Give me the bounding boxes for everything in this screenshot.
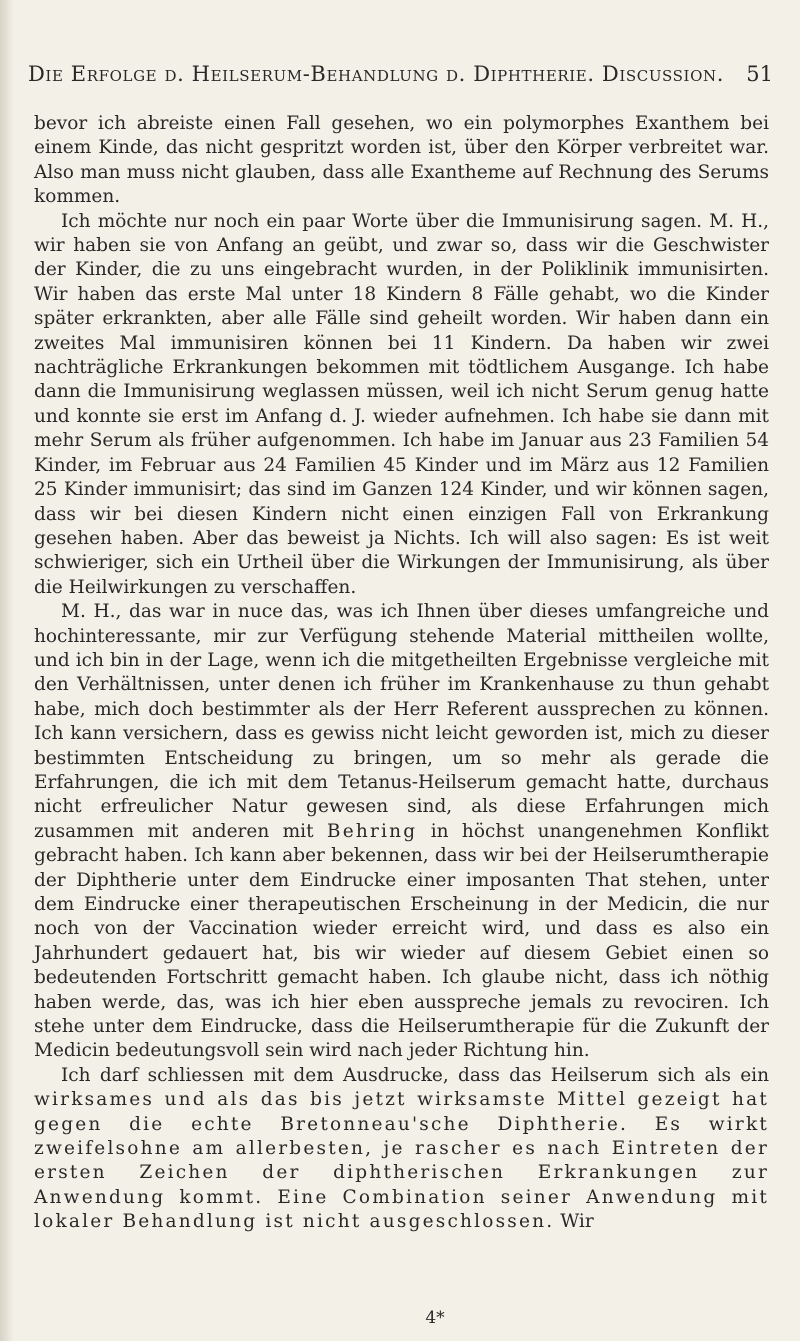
paragraph-4-emphasis: wirksames und als das bis jetzt wirksamste Mittel gezeigt hat gegen die echte Bretonneau'sche Diphtherie. Es wirkt zweifelsohne am allerbesten, je rascher es nach Eintreten der ersten Zeichen der diphtherischen Erkrankungen zur Anwendung kommt. Eine Combination seiner Anwendung mit lokaler Behandlung ist nicht ausgeschlossen. bbox=[34, 1089, 769, 1233]
body-text bbox=[34, 112, 769, 1302]
page-number: 51 bbox=[746, 62, 773, 86]
author-name-behring: Behring bbox=[326, 820, 418, 842]
paragraph-3-text-start: M. H., das war in nuce das, was ich Ihnen über dieses umfangreiche und hochinteressante, mir zur Verfügung stehende Material mittheilen wollte, und ich bin in der Lage, wenn ich die mitgetheilten Ergebnisse vergleiche mit den Verhältnissen, unter denen ich früher im Krankenhause zu thun gehabt habe, mich doch bestimmter als der Herr Referent aussprechen zu können. Ich kann versichern, dass es gewiss nicht leicht geworden ist, mich zu dieser bestimmten Entscheidung zu bringen, um so mehr als gerade die Erfahrungen, die ich mit dem Tetanus-Heilserum gemacht hatte, durchaus nicht erfreulicher Natur gewesen sind, als diese Erfahrungen mich zusammen mit anderen mit bbox=[34, 601, 769, 842]
paragraph-2: Ich möchte nur noch ein paar Worte über die Immunisirung sagen. M. H., wir haben sie von Anfang an geübt, und zwar so, dass wir die Geschwister der Kinder, die zu uns eingebracht wurden, in der Poliklinik immunisirten. Wir haben das erste Mal unter 18 Kindern 8 Fälle gehabt, wo die Kinder später erkrankten, aber alle Fälle sind geheilt worden. Wir haben dann ein zweites Mal immunisiren können bei 11 Kindern. Da haben wir zwei nachträgliche Erkrankungen bekommen mit tödtlichem Ausgange. Ich habe dann die Immunisirung weglassen müssen, weil ich nicht Serum genug hatte und konnte sie erst im Anfang d. J. wieder aufnehmen. Ich habe sie dann mit mehr Serum als früher aufgenommen. Ich habe im Januar aus 23 Familien 54 Kinder, im Februar aus 24 Familien 45 Kinder und im März aus 12 Familien 25 Kinder immunisirt; das sind im Ganzen 124 Kinder, und wir können sagen, dass wir bei diesen Kindern nicht einen einzigen Fall von Erkrankung gesehen haben. Aber das beweist ja Nichts. Ich will also sagen: Es ist weit schwieriger, sich ein Urtheil über die Wirkungen der Immunisirung, als über die Heilwirkungen zu verschaffen. bbox=[34, 210, 769, 598]
page-header bbox=[28, 62, 773, 96]
paragraph-1: bevor ich abreiste einen Fall gesehen, wo ein polymorphes Exanthem bei einem Kinde, das nicht gespritzt worden ist, über den Körper verbreitet war. Also man muss nicht glauben, dass alle Exantheme auf Rechnung des Serums kommen. bbox=[34, 113, 769, 208]
paragraph-3-text-end: in höchst unangenehmen Konflikt gebracht haben. Ich kann aber bekennen, dass wir bei der Heilserumtherapie der Diphtherie unter dem Eindrucke einer imposanten That stehen, unter dem Eindrucke einer therapeutischen Erscheinung in der Medicin, die nur noch von der Vaccination wieder erreicht wird, und dass es also ein Jahrhundert gedauert hat, bis wir wieder auf diesem Gebiet einen so bedeutenden Fortschritt gemacht haben. Ich glaube nicht, dass ich nöthig haben werde, das, was ich hier eben ausspreche jemals zu revociren. Ich stehe unter dem Eindrucke, dass die Heilserumtherapie für die Zukunft der Medicin bedeutungsvoll sein wird nach jeder Richtung hin. bbox=[34, 820, 769, 1062]
paragraph-4-text-start: Ich darf schliessen mit dem Ausdrucke, dass das Heilserum sich als ein bbox=[61, 1064, 769, 1086]
signature-mark: 4* bbox=[425, 1308, 445, 1328]
paragraph-4 bbox=[34, 1064, 769, 1235]
running-head: Die Erfolge d. Heilserum-Behandlung d. Diphtherie. Discussion. bbox=[28, 62, 724, 86]
paragraph-4-text-end: Wir bbox=[560, 1211, 594, 1233]
page-edge-shadow bbox=[0, 0, 14, 1341]
paragraph-3 bbox=[34, 600, 769, 1064]
